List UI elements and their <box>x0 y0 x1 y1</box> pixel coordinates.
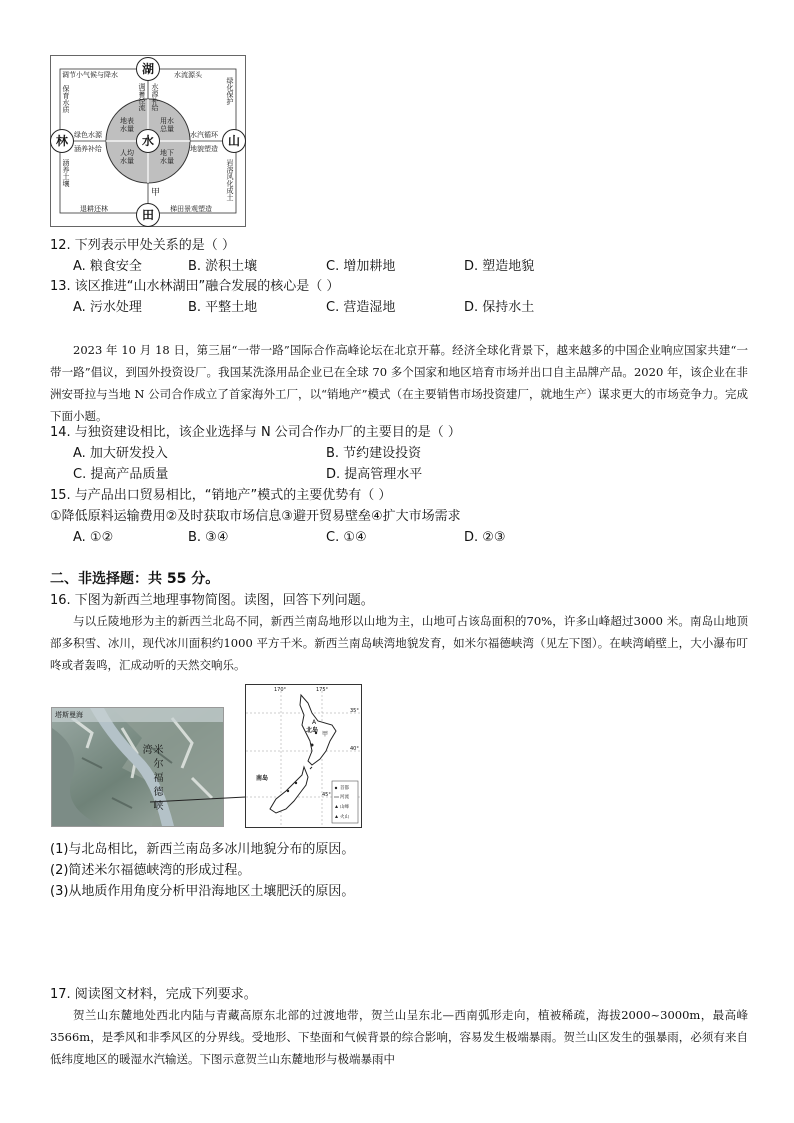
map-label-jia: 甲 <box>322 731 329 738</box>
section-2-heading: 二、非选择题：共 55 分。 <box>50 571 220 587</box>
question-14-stem: 14. 与独资建设相比，该企业选择与 N 公司合作办厂的主要目的是（ ） <box>50 425 461 440</box>
q14-option-a: A. 加大研发投入 <box>73 446 168 461</box>
node-mountain: 山 <box>222 129 246 153</box>
label-left-top: 保育水质 <box>62 85 70 113</box>
q13-option-d: D. 保持水土 <box>464 300 535 315</box>
map-lat-40: 40° <box>350 746 359 752</box>
q13-option-c: C. 营造湿地 <box>326 300 396 315</box>
q13-option-b: B. 平整土地 <box>188 300 258 315</box>
label-inner-bl: 人均水量 <box>120 149 134 165</box>
label-inner-br: 地下水量 <box>160 149 174 165</box>
map-lat-45: 45° <box>322 792 331 798</box>
legend-volcano: 火山 <box>340 815 349 820</box>
map-label-south-island: 南岛 <box>256 775 269 782</box>
label-lake-water-a: 调蓄径流 <box>138 83 146 111</box>
q16-subquestion-2: (2)简述米尔福德峡湾的形成过程。 <box>50 863 251 878</box>
legend-capital: 首都 <box>340 786 349 791</box>
q13-option-a: A. 污水处理 <box>73 300 142 315</box>
label-milford-fjord: 米尔福德峡湾 <box>140 744 162 814</box>
label-mountain-water-b: 地貌塑造 <box>190 145 218 153</box>
q12-option-a: A. 粮食安全 <box>73 259 142 274</box>
q14-option-d: D. 提高管理水平 <box>326 467 423 482</box>
q12-option-b: B. 淤积土壤 <box>188 259 258 274</box>
label-mountain-water-a: 水汽循环 <box>190 131 218 139</box>
label-top-right: 水流源头 <box>174 71 202 79</box>
question-13-stem: 13. 该区推进“山水林湖田”融合发展的核心是（ ） <box>50 279 340 294</box>
q16-passage: 与以丘陵地形为主的新西兰北岛不同，新西兰南岛地形以山地为主，山地可占该岛面积的70%，许多山峰超过3000 米。南岛山地顶部多积雪、冰川，现代冰川面积约1000 平方千米。新西兰南岛峡湾地貌发育，如米尔福德峡湾（见左下图）。在峡湾峭壁上，大小瀑布叮咚或者轰鸣，汇成动听的天然交响乐。 <box>50 614 748 672</box>
node-water: 水 <box>136 129 160 153</box>
new-zealand-map <box>245 684 362 828</box>
map-lon-175: 175° <box>316 687 329 693</box>
label-field-water: 甲 <box>151 188 161 198</box>
legend-peak: 山峰 <box>340 805 349 810</box>
label-top-left: 调节小气候与降水 <box>62 71 118 79</box>
question-15-stem: 15. 与产品出口贸易相比，“销地产”模式的主要优势有（ ） <box>50 488 392 503</box>
question-16-stem: 16. 下图为新西兰地理事物简图。读图，回答下列问题。 <box>50 593 374 608</box>
q17-passage: 贺兰山东麓地处西北内陆与青藏高原东北部的过渡地带，贺兰山呈东北—西南弧形走向，植被稀疏，海拔2000~3000m，最高峰 3566m，是季风和非季风区的分界线。受地形、下垫面和气候背景的综合影响，容易发生极端暴雨。贺兰山区发生的强暴雨，必须有来自低纬度地区的暖湿水汽输送。下图示意贺兰山东麓地形与极端暴雨中 <box>50 1008 748 1066</box>
q12-option-d: D. 塑造地貌 <box>464 259 535 274</box>
q14-option-c: C. 提高产品质量 <box>73 467 169 482</box>
label-right-bottom: 岩溶风化成土 <box>226 159 234 201</box>
label-bottom-left: 退耕还林 <box>80 205 108 213</box>
label-bottom-right: 梯田景观塑造 <box>170 205 212 213</box>
map-label-a: A <box>312 719 317 726</box>
label-forest-water-a: 绿色水源 <box>74 131 102 139</box>
q16-subquestion-1: (1)与北岛相比，新西兰南岛多冰川地貌分布的原因。 <box>50 842 355 857</box>
question-17-stem: 17. 阅读图文材料，完成下列要求。 <box>50 987 257 1002</box>
relationship-diagram <box>50 55 246 227</box>
q15-option-c: C. ①④ <box>326 530 367 545</box>
question-12-stem: 12. 下列表示甲处关系的是（ ） <box>50 238 235 253</box>
label-forest-water-b: 涵养补给 <box>74 145 102 153</box>
label-inner-tr: 用水总量 <box>160 117 174 133</box>
q15-option-b: B. ③④ <box>188 530 229 545</box>
legend-river: 河流 <box>340 795 349 800</box>
label-inner-tl: 地表水量 <box>120 117 134 133</box>
q15-option-d: D. ②③ <box>464 530 506 545</box>
label-left-bottom: 涵养土壤 <box>62 159 70 187</box>
node-lake: 湖 <box>136 57 160 81</box>
node-field: 田 <box>136 203 160 227</box>
q15-statements: ①降低原料运输费用②及时获取市场信息③避开贸易壁垒④扩大市场需求 <box>50 509 461 524</box>
label-right-top: 绿化保护 <box>226 77 234 105</box>
node-forest: 林 <box>50 129 74 153</box>
map-label-north-island: 北岛 <box>306 727 319 734</box>
map-lat-35: 35° <box>350 708 359 714</box>
q15-option-a: A. ①② <box>73 530 114 545</box>
q14-option-b: B. 节约建设投资 <box>326 446 422 461</box>
label-lake-water-b: 水源补给 <box>151 83 159 111</box>
label-tasman-sea: 塔斯曼海 <box>55 711 83 719</box>
q12-option-c: C. 增加耕地 <box>326 259 396 274</box>
passage-belt-and-road: 2023 年 10 月 18 日，第三届“一带一路”国际合作高峰论坛在北京开幕。经济全球化背景下，越来越多的中国企业响应国家共建“一带一路”倡议，到国外投资设厂。我国某洗涤用品企业已在全球 70 多个国家和地区培育市场并出口自主品牌产品。2020 年，该企业在非洲安哥拉与当地 N 公司合作成立了首家海外工厂，以“销地产”模式（在主要销售市场投资建厂，就地生产）谋求更大的市场竞争力。完成下面小题。 <box>50 343 748 423</box>
map-lon-170: 170° <box>274 687 287 693</box>
q16-subquestion-3: (3)从地质作用角度分析甲沿海地区土壤肥沃的原因。 <box>50 884 355 899</box>
